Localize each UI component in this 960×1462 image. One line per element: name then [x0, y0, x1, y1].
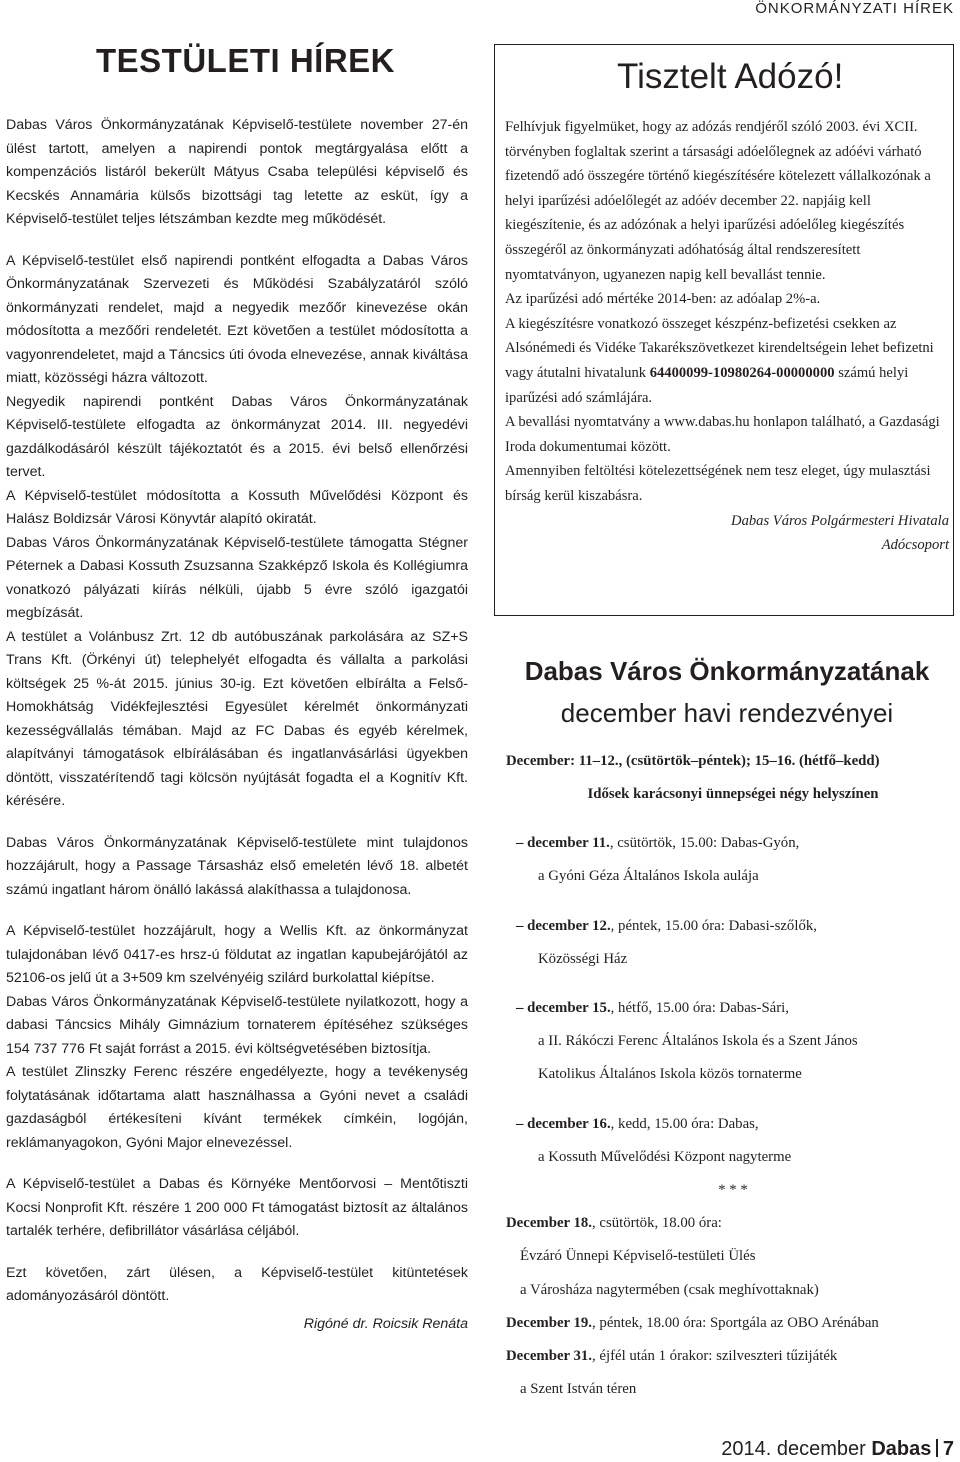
events-section	[494, 650, 960, 1406]
events-separator: * * *	[718, 1182, 748, 1199]
event-date: December 19.	[506, 1314, 593, 1331]
events-title	[494, 650, 960, 734]
events-dates: December: 11–12., (csütörtök–péntek); 15–16. (hétfő–kedd)	[506, 753, 880, 769]
event-date: December 31.	[506, 1348, 593, 1365]
event-detail: , hétfő, 15.00 óra: Dabas-Sári,	[610, 1000, 789, 1017]
notice-body	[505, 115, 949, 558]
event-location: Katolikus Általános Iskola közös tornaterme	[538, 1066, 802, 1083]
article-paragraph: Negyedik napirendi pontként Dabas Város Önkormányzatának Képviselő-testülete elfogadta az önkormányzat 2014. III. negyedévi gazdálkodásáról készült tájékoztatót és a 2015. évi belső ellenőrzési tervet.	[6, 393, 468, 480]
event-location: a Kossuth Művelődési Központ nagyterme	[538, 1148, 792, 1165]
footer-divider	[936, 1439, 938, 1457]
notice-text: A kiegészítésre vonatkozó összeget készpénz-befizetési csekken az Alsónémedi és Vidéke Takarékszövetkezet kirendeltségein lehet befizetni vagy átutalni hivatalunk	[505, 315, 934, 381]
notice-paragraph: Felhívjuk figyelmüket, hogy az adózás rendjéről szóló 2003. évi XCII. törvényben foglaltak szerint a társasági adóelőlegnek az adóévi várható fizetendő adó összegére történő kiegészítésére kötelezett vállalkozónak a helyi iparűzési adóelőlegét az adóév december 22. napjáig kell kiegészítenie, és az adózónak a helyi iparűzési adóelőleg kiegészítés összegéről az önkormányzati adóhatóság által rendszeresített nyomtatványon, ugyanezen napig kell bevallást tennie.	[505, 119, 931, 283]
notice-signature-unit: Adócsoport	[881, 537, 949, 554]
event-location: a II. Rákóczi Ferenc Általános Iskola és a Szent János	[538, 1033, 858, 1050]
event-detail: , csütörtök, 15.00: Dabas-Gyón,	[609, 835, 800, 852]
event-date: – december 16.	[516, 1115, 611, 1132]
account-number: 64400099-10980264-00000000	[649, 364, 835, 381]
footer-date: 2014. december	[721, 1438, 866, 1460]
event-date: – december 11.	[516, 835, 610, 852]
event-item	[506, 827, 960, 860]
event-item	[506, 1307, 960, 1340]
notice-paragraph: Amennyiben feltöltési kötelezettségének nem tesz eleget, úgy mulasztási bírság kerül kiszabásra.	[505, 463, 931, 504]
footer-brand: Dabas	[871, 1438, 932, 1460]
events-title-line: Dabas Város Önkormányzatának	[524, 656, 930, 686]
events-subtitle: Idősek karácsonyi ünnepségei négy helyszínen	[587, 786, 879, 802]
page-number: 7	[942, 1438, 954, 1460]
event-detail: , csütörtök, 18.00 óra:	[592, 1215, 722, 1232]
article-paragraph: Dabas Város Önkormányzatának Képviselő-testülete támogatta Stégner Péternek a Dabasi Kossuth Zsuzsanna Szakképző Iskola és Kollégiumra vonatkozó pályázati kiírás nélküli, újabb 5 évre szóló igazgatói megbízását.	[6, 534, 468, 621]
article-paragraph: Dabas Város Önkormányzatának Képviselő-testülete mint tulajdonos hozzájárult, hogy a Passage Társasház első emeletén lévő 18. albetét számú ingatlant három önálló lakássá alakíthassa a tulajdonosa.	[6, 834, 468, 898]
event-location: a Szent István téren	[520, 1381, 637, 1398]
event-date: December 18.	[506, 1215, 593, 1232]
event-detail: , kedd, 15.00 óra: Dabas,	[610, 1115, 759, 1132]
article-paragraph: A Képviselő-testület a Dabas és Környéke Mentőorvosi – Mentőtiszti Kocsi Nonprofit Kft. részére 1 200 000 Ft támogatást biztosít az általános tartalék terhére, defibrillátor vásárlása céljából.	[6, 1176, 468, 1239]
notice-signature: Dabas Város Polgármesteri Hivatala	[731, 512, 949, 529]
article-paragraph: A testület Zlinszky Ferenc részére engedélyezte, hogy a tevékenység folytatásának időtartama alatt használhassa a Gyóni nevet a családi gazdaságból értékesíteni kívánt termékek címkéin, logóján, reklámanyagokon, Gyóni Major elnevezéssel.	[6, 1064, 468, 1151]
event-detail: , péntek, 18.00 óra: Sportgála az OBO Arénában	[592, 1314, 879, 1331]
event-location: Évzáró Ünnepi Képviselő-testületi Ülés	[520, 1248, 756, 1265]
event-location: Közösségi Ház	[538, 950, 628, 967]
article-paragraph: A testület a Volánbusz Zrt. 12 db autóbuszának parkolására az SZ+S Trans Kft. (Örkényi út) telephelyét elfogadta és vállalta a parkolási költségek 25 %-át 2015. június 30-ig. Ezt követően elbírálta a Felső-Homokhátság Vidékfejlesztési Egyesület kérelmét önkormányzati kezességvállalás témában. Majd az FC Dabas és egyéb kérelmek, alapítványi támogatások elbírálásában és ingatlanvásárlási ügyekben döntött, visszatérítendő tagi kölcsön nyújtását fogadta el a Kognitív Kft. kérésére.	[6, 628, 468, 809]
section-label: ÖNKORMÁNYZATI HÍREK	[755, 0, 954, 17]
event-detail: , éjfél után 1 órakor: szilveszteri tűzijáték	[592, 1348, 838, 1365]
notice-paragraph	[505, 312, 949, 410]
notice-text: számú helyi iparűzési adó számlájára.	[505, 364, 909, 406]
events-list	[494, 750, 960, 1406]
article-signature: Rigóné dr. Roicsik Renáta	[303, 1315, 468, 1332]
event-item	[506, 1207, 960, 1240]
article-paragraph: Dabas Város Önkormányzatának Képviselő-testülete nyilatkozott, hogy a dabasi Táncsics Mihály Gimnázium tornaterem építéséhez szükséges 154 737 776 Ft saját forrást a 2015. évi költségvetésében biztosítja.	[6, 993, 468, 1057]
event-location: a Városháza nagytermében (csak meghívottaknak)	[520, 1281, 819, 1298]
article-paragraph: A Képviselő-testület első napirendi pontként elfogadta a Dabas Város Önkormányzatának Szervezeti és Működési Szabályzatáról szóló önkormányzati rendelet, majd a negyedik mezőőr kinevezése okán módosította a mezőőri rendeletét. Ezt követően a testület módosította a vagyonrendeletet, majd a Táncsics úti óvoda elnevezése, annak kiváltása miatt, közösségi házra változott.	[6, 252, 468, 386]
event-date: – december 15.	[516, 1000, 611, 1017]
page-footer	[721, 1438, 954, 1461]
event-detail: , péntek, 15.00 óra: Dabasi-szőlők,	[610, 917, 817, 934]
article-paragraph: A Képviselő-testület hozzájárult, hogy a Wellis Kft. az önkormányzat tulajdonában lévő 0417-es hrsz-ú földutat az ingatlan kapubejárójától az 52106-os jelű út a 3+509 km szelvényéig szilárd burkolattal kiépítse.	[6, 923, 468, 986]
page-title: TESTÜLETI HÍREK	[96, 42, 396, 79]
article-paragraph: A Képviselő-testület módosította a Kossuth Művelődési Központ és Halász Boldizsár Városi Könyvtár alapító okiratát.	[6, 487, 468, 527]
events-title-line: december havi rendezvényei	[560, 698, 894, 728]
article-paragraph: Dabas Város Önkormányzatának Képviselő-testülete november 27-én ülést tartott, amelyen a napirendi pontok megtárgyalása előtt a kompenzációs listáról bekerült Mátyus Csaba települési képviselő és Kecskés Annamária külsős bizottsági tag letette az esküt, így a Képviselő-testület teljes létszámban kezdte meg működését.	[6, 117, 468, 227]
event-item	[506, 1340, 960, 1373]
notice-title: Tisztelt Adózó!	[617, 57, 844, 96]
event-item	[506, 992, 960, 1025]
event-item	[506, 1108, 960, 1141]
event-location: a Gyóni Géza Általános Iskola aulája	[538, 868, 759, 885]
left-article	[6, 114, 468, 1336]
notice-paragraph: Az iparűzési adó mértéke 2014-ben: az adóalap 2%-a.	[505, 291, 821, 308]
tax-notice-box	[494, 44, 954, 616]
notice-paragraph: A bevallási nyomtatvány a www.dabas.hu honlapon található, a Gazdasági Iroda dokumentumai között.	[505, 414, 940, 455]
event-item	[506, 910, 960, 943]
article-paragraph: Ezt követően, zárt ülésen, a Képviselő-testület kitüntetések adományozásáról döntött.	[6, 1264, 468, 1304]
event-date: – december 12.	[516, 917, 611, 934]
